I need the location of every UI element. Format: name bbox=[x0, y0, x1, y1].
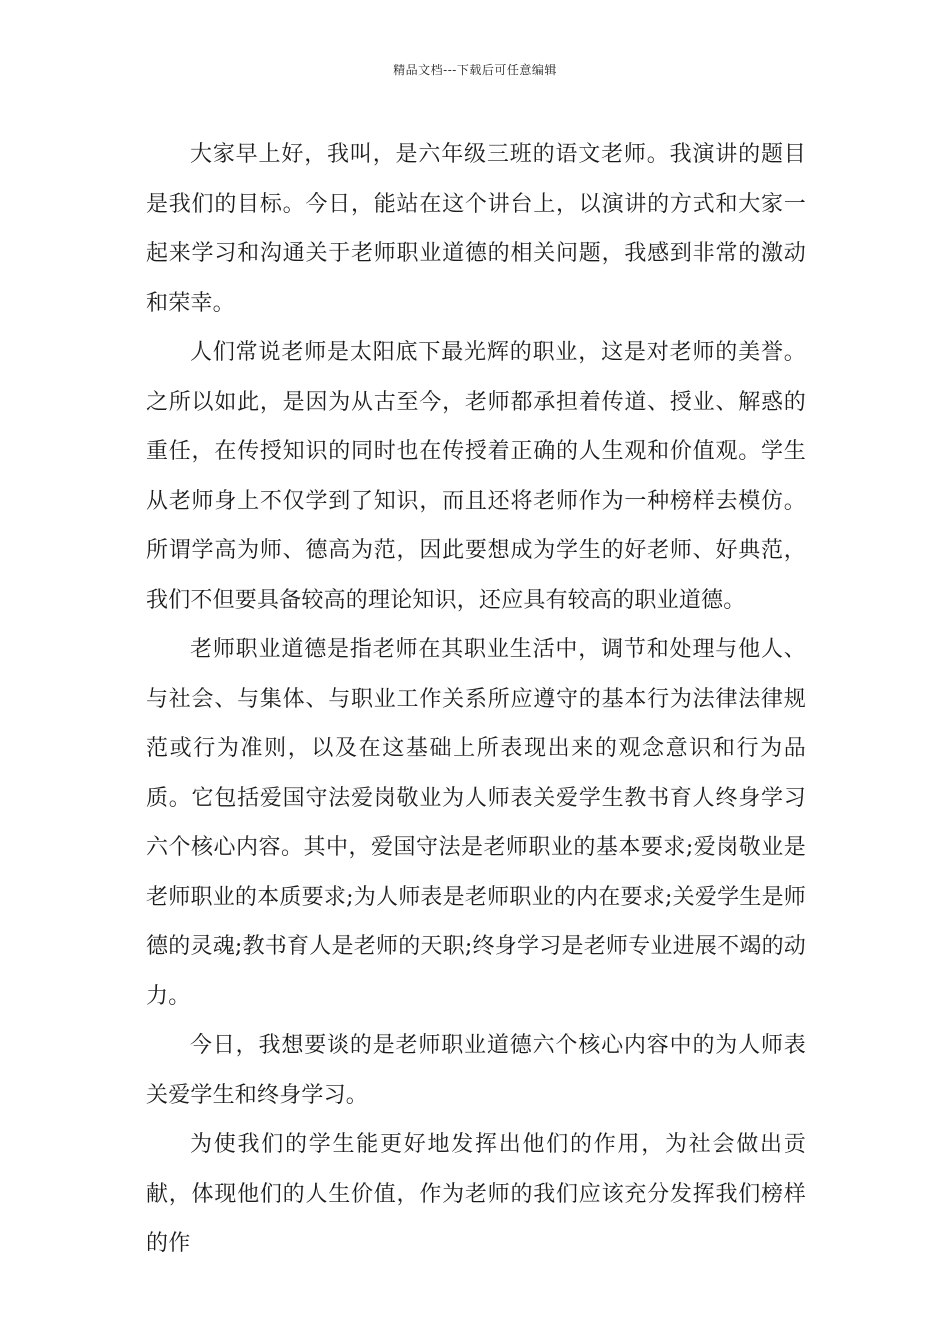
paragraph-3: 老师职业道德是指老师在其职业生活中，调节和处理与他人、与社会、与集体、与职业工作关系所应遵守的基本行为法律法律规范或行为准则，以及在这基础上所表现出来的观念意识和行为品质。它包括爱国守法爱岗敬业为人师表关爱学生教书育人终身学习六个核心内容。其中，爱国守法是老师职业的基本要求;爱岗敬业是老师职业的本质要求;为人师表是老师职业的内在要求;关爱学生是师德的灵魂;教书育人是老师的天职;终身学习是老师专业进展不竭的动力。 bbox=[146, 637, 806, 1009]
paragraph-2: 人们常说老师是太阳底下最光辉的职业，这是对老师的美誉。之所以如此，是因为从古至今，老师都承担着传道、授业、解惑的重任，在传授知识的同时也在传授着正确的人生观和价值观。学生从老师身上不仅学到了知识，而且还将老师作为一种榜样去模仿。所谓学高为师、德高为范，因此要想成为学生的好老师、好典范，我们不但要具备较高的理论知识，还应具有较高的职业道德。 bbox=[146, 340, 806, 613]
paragraph-4: 今日，我想要谈的是老师职业道德六个核心内容中的为人师表关爱学生和终身学习。 bbox=[146, 1033, 806, 1108]
paragraph-1: 大家早上好，我叫，是六年级三班的语文老师。我演讲的题目是我们的目标。今日，能站在这个讲台上，以演讲的方式和大家一起来学习和沟通关于老师职业道德的相关问题，我感到非常的激动和荣幸。 bbox=[146, 142, 806, 316]
paragraph-5: 为使我们的学生能更好地发挥出他们的作用，为社会做出贡献，体现他们的人生价值，作为老师的我们应该充分发挥我们榜样的作 bbox=[146, 1132, 806, 1256]
page-header: 精品文档---下载后可任意编辑 bbox=[393, 63, 557, 77]
document-body bbox=[146, 130, 806, 1269]
